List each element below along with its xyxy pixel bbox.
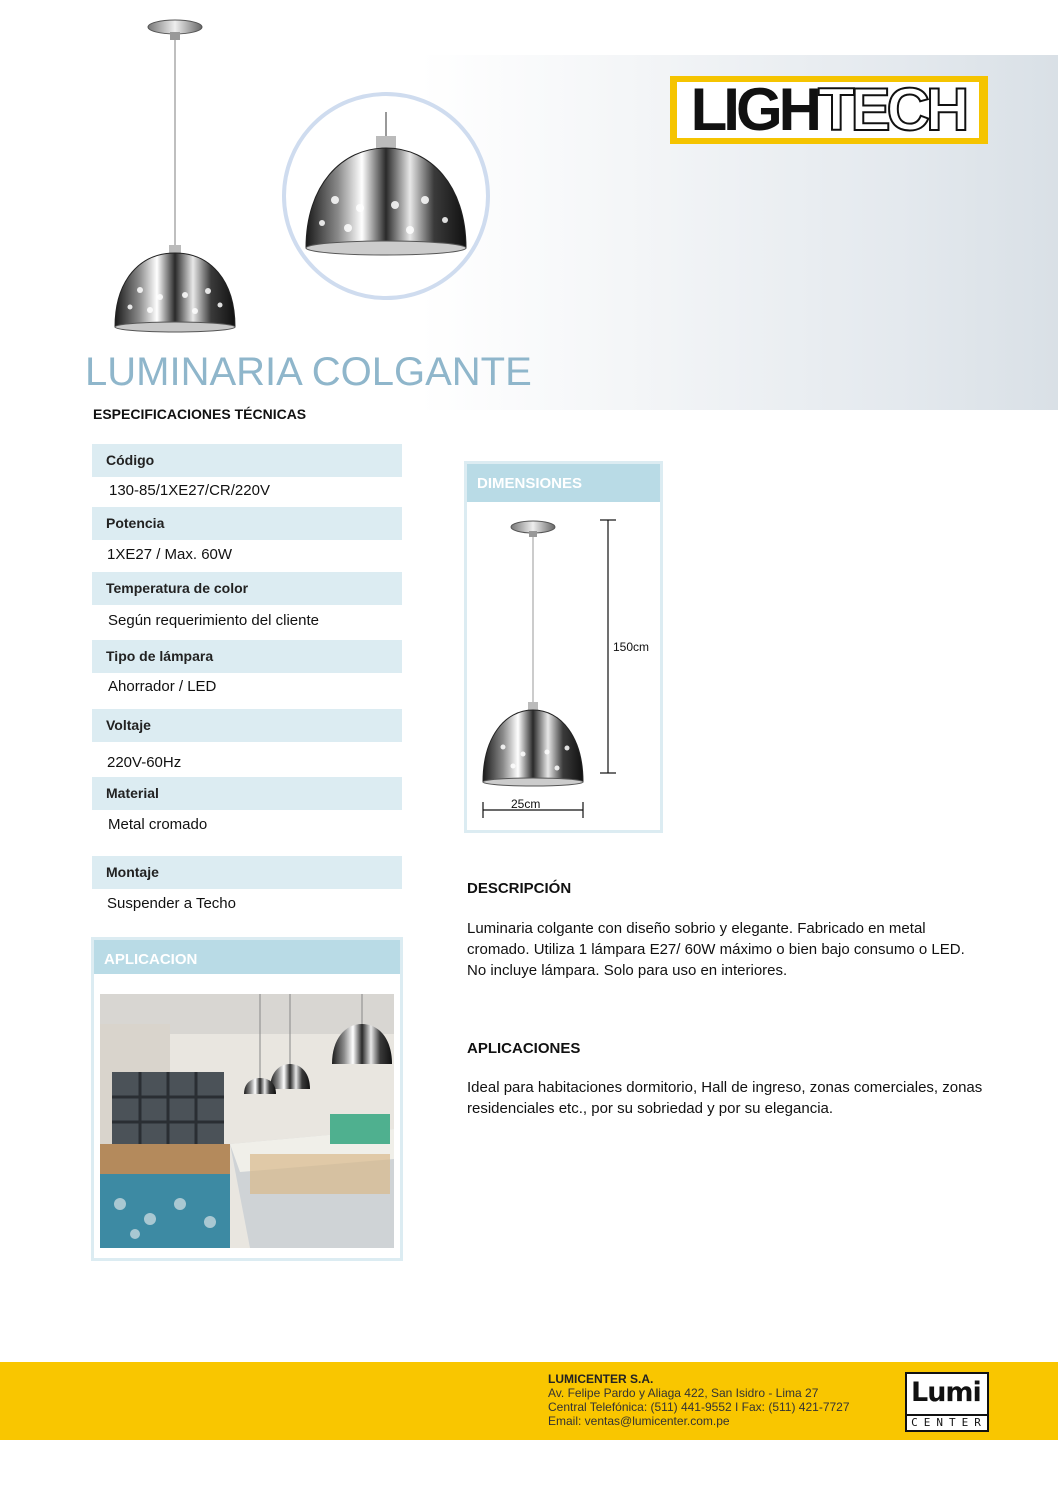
spec-label-codigo: Código [92,444,402,477]
spec-label-potencia: Potencia [92,507,402,540]
footer-email: Email: ventas@lumicenter.com.pe [548,1414,730,1428]
spec-value-temperatura: Según requerimiento del cliente [108,612,319,629]
footer-contact [548,1372,850,1428]
product-image-pendant [100,15,260,335]
lumicenter-logo-bottom: CENTER [907,1414,987,1430]
spec-value-potencia: 1XE27 / Max. 60W [107,546,233,563]
page-title: LUMINARIA COLGANTE [85,350,532,394]
logo-text-part2: TECH [817,82,966,138]
spec-value-codigo: 130-85/1XE27/CR/220V [109,482,270,499]
application-heading: APLICACION [94,940,400,974]
description-heading: DESCRIPCIÓN [467,880,572,897]
spec-value-tipo-lampara: Ahorrador / LED [108,678,217,695]
product-image-detail [280,90,492,302]
spec-value-voltaje: 220V-60Hz [107,754,182,771]
spec-label-tipo-lampara: Tipo de lámpara [92,640,402,673]
footer-band [0,1362,1058,1440]
logo-text-part1: LIGH [690,82,818,138]
spec-value-material: Metal cromado [108,816,208,833]
lumicenter-logo [905,1372,989,1432]
application-photo [100,994,394,1248]
dimensions-drawing [467,502,660,830]
spec-label-material: Material [92,777,402,810]
description-text: Luminaria colgante con diseño sobrio y elegante. Fabricado en metal cromado. Utiliza 1 lámpara E27/ 60W máximo o bien bajo consumo o LED. No incluye lámpara. Solo para uso en interiores. [467,920,965,979]
application-box [91,937,403,1261]
applications-heading: APLICACIONES [467,1040,581,1057]
dimensions-heading: DIMENSIONES [467,464,660,502]
spec-value-montaje: Suspender a Techo [107,895,236,912]
footer-company: LUMICENTER S.A. [548,1372,654,1386]
dimension-width-label: 25cm [511,797,541,811]
footer-phone: Central Telefónica: (511) 441-9552 I Fax: (511) 421-7727 [548,1400,850,1414]
footer-address: Av. Felipe Pardo y Aliaga 422, San Isidro - Lima 27 [548,1386,819,1400]
spec-label-temperatura: Temperatura de color [92,572,402,605]
lumicenter-logo-top: Lumi [911,1377,981,1408]
spec-label-montaje: Montaje [92,856,402,889]
dimensions-box [464,461,663,833]
dimension-height-label: 150cm [613,640,650,654]
brand-logo [670,76,988,144]
specs-subtitle: ESPECIFICACIONES TÉCNICAS [93,406,307,422]
applications-text: Ideal para habitaciones dormitorio, Hall de ingreso, zonas comerciales, zonas residenciales etc., por su sobriedad y por su elegancia. [467,1079,983,1117]
spec-label-voltaje: Voltaje [92,709,402,742]
